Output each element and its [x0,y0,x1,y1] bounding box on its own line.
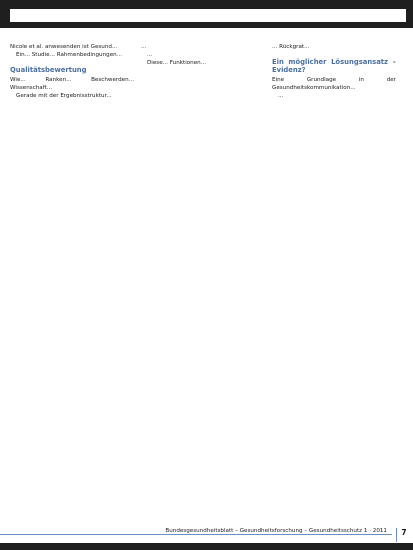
section-heading: Ein möglicher Lösungsansatz – Evidenz? [272,57,396,74]
paragraph: ... [141,44,147,50]
paragraph: Ein... Studie... Rahmenbedingungen... [16,51,123,58]
page-number: 7 [396,528,411,542]
paragraph: Nicole et al. anwesenden ist Gesund... [10,44,118,50]
paragraph: ... [147,51,153,58]
paragraph: ... [278,92,284,99]
paragraph: ... Rückgrat... [272,44,310,50]
header-bar [0,0,413,28]
footer-bar [0,543,413,550]
header-panel [10,9,406,22]
text-column-3 [272,44,396,101]
text-column-2 [141,44,265,68]
paragraph: Diese... Funktionen... [147,59,207,66]
paragraph: Wie... Ranken... Beschwerden... Wissenschaft... [10,76,134,91]
paragraph: Gerade mit der Ergebnisstruktur... [16,92,112,99]
paragraph: Eine Grundlage in der Gesundheitskommunikation... [272,76,396,91]
text-column-1 [10,44,134,101]
journal-citation: Bundesgesundheitsblatt – Gesundheitsforschung – Gesundheitsschutz 1 · 2011 [165,528,387,534]
section-heading: Qualitätsbewertung [10,65,87,74]
page-footer [0,528,413,550]
